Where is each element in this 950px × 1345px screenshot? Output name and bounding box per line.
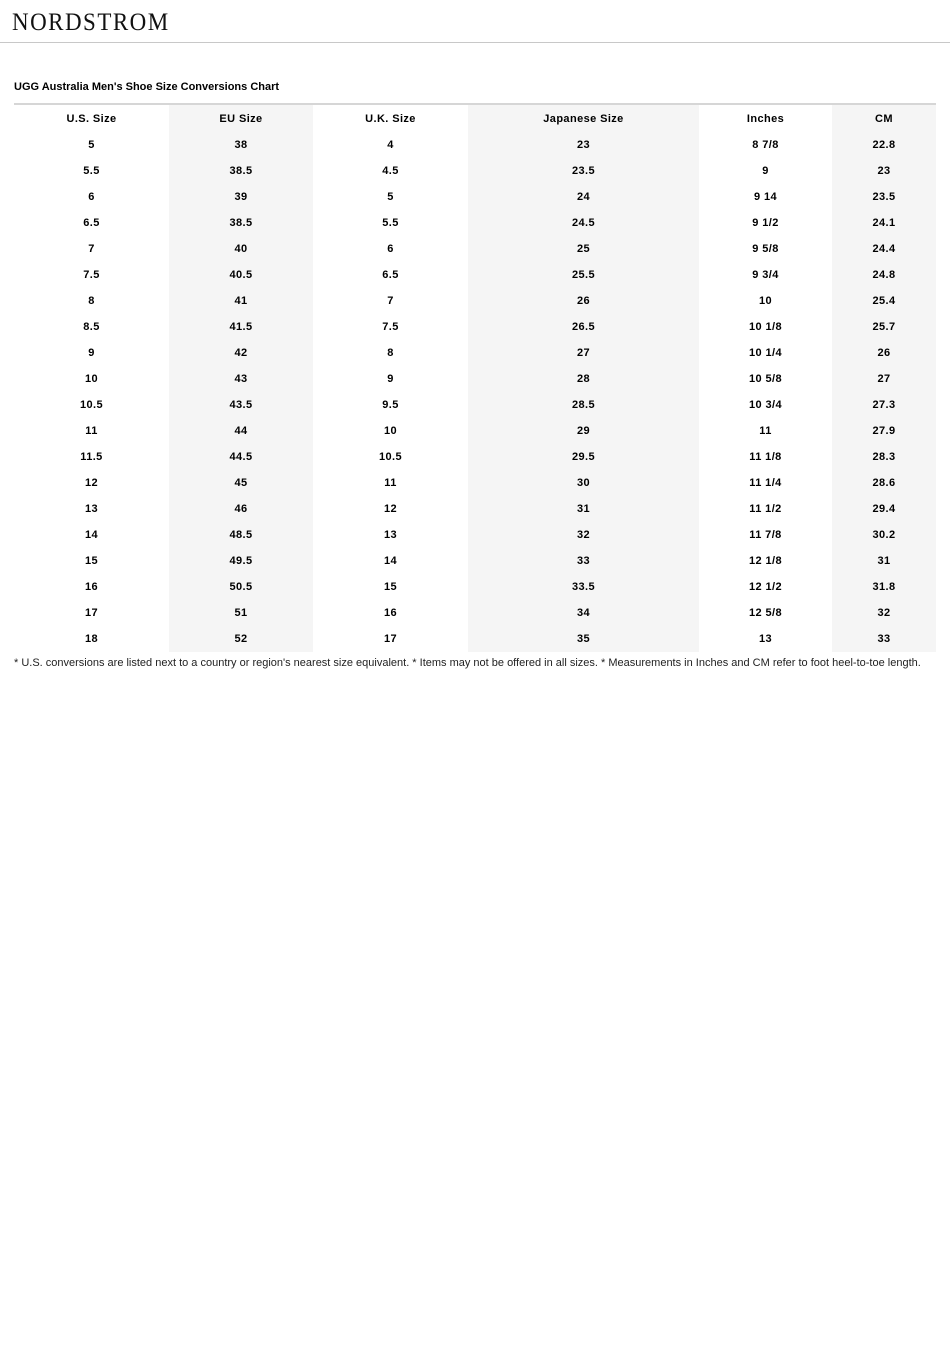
- table-cell: 25: [576, 243, 591, 255]
- table-cell: 44.5: [229, 451, 253, 463]
- table-cell: 10: [758, 295, 773, 307]
- table-row: [14, 574, 936, 600]
- table-cell: 10 1/4: [749, 347, 782, 359]
- table-row: [14, 522, 936, 548]
- table-cell: 43.5: [229, 399, 253, 411]
- table-cell: 9 3/4: [752, 269, 779, 281]
- table-cell: 38.5: [229, 217, 253, 229]
- table-cell: 11: [384, 477, 397, 489]
- table-cell: 49.5: [229, 555, 253, 567]
- table-cell: 25.4: [872, 295, 896, 307]
- nordstrom-logo[interactable]: NORDSTROM: [12, 9, 170, 36]
- table-cell: 24: [576, 191, 591, 203]
- table-cell: 12 5/8: [749, 607, 782, 619]
- table-cell: 41.5: [229, 321, 253, 333]
- table-cell: 14: [383, 555, 398, 567]
- table-cell: 9 5/8: [752, 243, 779, 255]
- table-row: [14, 184, 936, 210]
- table-cell: 11 7/8: [749, 529, 782, 541]
- table-row: [14, 236, 936, 262]
- table-cell: 23: [877, 165, 891, 177]
- table-cell: 11 1/2: [749, 503, 782, 515]
- table-cell: 22.8: [872, 139, 896, 151]
- table-cell: 5.5: [83, 165, 100, 177]
- page-header: [0, 0, 950, 43]
- table-cell: 31: [576, 503, 591, 515]
- table-cell: 4: [387, 139, 394, 151]
- column-header: U.K. Size: [365, 112, 416, 125]
- table-cell: 28: [576, 373, 591, 385]
- table-cell: 33: [877, 633, 891, 645]
- column-header: Japanese Size: [543, 112, 624, 125]
- table-cell: 9 14: [753, 191, 777, 203]
- table-cell: 28.5: [571, 399, 595, 411]
- table-header-row: [14, 104, 936, 132]
- table-cell: 33: [576, 555, 591, 567]
- table-cell: 31: [877, 555, 891, 567]
- table-cell: 34: [576, 607, 591, 619]
- table-cell: 10: [84, 373, 99, 385]
- table-cell: 28.6: [872, 477, 896, 489]
- table-cell: 30: [576, 477, 591, 489]
- table-cell: 39: [234, 191, 248, 203]
- table-cell: 40: [234, 243, 248, 255]
- table-cell: 9 1/2: [752, 217, 779, 229]
- table-cell: 15: [84, 555, 99, 567]
- table-cell: 30.2: [872, 529, 896, 541]
- table-cell: 8: [387, 347, 394, 359]
- table-cell: 35: [576, 633, 591, 645]
- table-body: [14, 132, 936, 652]
- column-header: U.S. Size: [66, 112, 117, 125]
- column-header: Inches: [746, 112, 785, 125]
- table-cell: 17: [84, 607, 99, 619]
- table-cell: 27: [877, 373, 891, 385]
- table-row: [14, 314, 936, 340]
- table-cell: 10 3/4: [749, 399, 782, 411]
- table-cell: 28.3: [872, 451, 896, 463]
- table-cell: 5: [387, 191, 394, 203]
- table-row: [14, 496, 936, 522]
- table-cell: 24.8: [872, 269, 896, 281]
- column-header: EU Size: [219, 112, 263, 125]
- table-row: [14, 262, 936, 288]
- table-row: [14, 340, 936, 366]
- table-cell: 32: [877, 607, 891, 619]
- table-row: [14, 132, 936, 158]
- table-cell: 16: [84, 581, 99, 593]
- table-cell: 10 5/8: [749, 373, 782, 385]
- table-row: [14, 548, 936, 574]
- table-cell: 6.5: [83, 217, 100, 229]
- table-row: [14, 418, 936, 444]
- table-cell: 29: [576, 425, 591, 437]
- table-cell: 26: [877, 347, 891, 359]
- table-cell: 10.5: [378, 451, 402, 463]
- table-cell: 17: [383, 633, 398, 645]
- table-cell: 12: [84, 477, 99, 489]
- footnote: * U.S. conversions are listed next to a country or region's nearest size equivalent. * Items may not be offered in all sizes. * Measurements in Inches and CM refer to foot heel-to-toe length.: [14, 657, 921, 669]
- table-cell: 52: [234, 633, 248, 645]
- table-cell: 10: [383, 425, 398, 437]
- table-row: [14, 470, 936, 496]
- table-cell: 12 1/8: [749, 555, 782, 567]
- table-cell: 10.5: [79, 399, 103, 411]
- table-row: [14, 392, 936, 418]
- table-row: [14, 626, 936, 652]
- table-cell: 41: [234, 295, 248, 307]
- table-cell: 14: [84, 529, 99, 541]
- table-cell: 50.5: [229, 581, 253, 593]
- table-cell: 25.5: [571, 269, 595, 281]
- table-cell: 40.5: [229, 269, 253, 281]
- table-cell: 29.4: [872, 503, 896, 515]
- table-cell: 46: [234, 503, 248, 515]
- table-cell: 27.3: [872, 399, 896, 411]
- table-cell: 38: [234, 139, 248, 151]
- table-cell: 11 1/4: [749, 477, 782, 489]
- table-cell: 11.5: [80, 451, 103, 463]
- table-cell: 8 7/8: [752, 139, 779, 151]
- table-row: [14, 158, 936, 184]
- table-cell: 9: [88, 347, 95, 359]
- table-cell: 8: [88, 295, 95, 307]
- table-cell: 29.5: [571, 451, 595, 463]
- table-cell: 11: [759, 425, 772, 437]
- table-cell: 11 1/8: [749, 451, 782, 463]
- table-cell: 4.5: [382, 165, 399, 177]
- table-cell: 6: [88, 191, 95, 203]
- table-cell: 51: [234, 607, 248, 619]
- table-cell: 6.5: [382, 269, 399, 281]
- table-cell: 18: [84, 633, 99, 645]
- table-cell: 12 1/2: [749, 581, 782, 593]
- table-cell: 13: [84, 503, 99, 515]
- table-cell: 38.5: [229, 165, 253, 177]
- table-cell: 13: [383, 529, 398, 541]
- table-cell: 33.5: [571, 581, 595, 593]
- table-cell: 8.5: [83, 321, 100, 333]
- table-cell: 23: [576, 139, 591, 151]
- table-cell: 48.5: [229, 529, 253, 541]
- table-row: [14, 600, 936, 626]
- table-cell: 7.5: [382, 321, 399, 333]
- table-cell: 12: [383, 503, 398, 515]
- table-cell: 7: [88, 243, 95, 255]
- table-cell: 23.5: [571, 165, 595, 177]
- table-cell: 5: [88, 139, 95, 151]
- table-cell: 13: [758, 633, 773, 645]
- table-cell: 25.7: [872, 321, 896, 333]
- table-cell: 45: [234, 477, 248, 489]
- table-cell: 27: [576, 347, 591, 359]
- table-cell: 16: [383, 607, 398, 619]
- table-cell: 27.9: [872, 425, 896, 437]
- table-cell: 6: [387, 243, 394, 255]
- table-cell: 9.5: [382, 399, 399, 411]
- table-cell: 31.8: [872, 581, 896, 593]
- table-cell: 32: [576, 529, 591, 541]
- table-cell: 26.5: [571, 321, 595, 333]
- table-cell: 15: [383, 581, 398, 593]
- table-cell: 23.5: [872, 191, 896, 203]
- table-cell: 7: [387, 295, 394, 307]
- size-conversion-table: [14, 103, 936, 652]
- table-cell: 11: [85, 425, 98, 437]
- table-cell: 24.4: [872, 243, 896, 255]
- table-row: [14, 366, 936, 392]
- table-cell: 43: [234, 373, 248, 385]
- table-cell: 24.5: [571, 217, 595, 229]
- table-cell: 9: [762, 165, 769, 177]
- table-row: [14, 210, 936, 236]
- table-cell: 10 1/8: [749, 321, 782, 333]
- table-cell: 7.5: [83, 269, 100, 281]
- table-cell: 9: [387, 373, 394, 385]
- chart-title: UGG Australia Men's Shoe Size Conversions Chart: [14, 81, 280, 93]
- table-cell: 5.5: [382, 217, 399, 229]
- table-row: [14, 444, 936, 470]
- table-cell: 42: [234, 347, 248, 359]
- column-header: CM: [875, 112, 893, 125]
- table-cell: 44: [234, 425, 248, 437]
- table-cell: 26: [576, 295, 591, 307]
- table-cell: 24.1: [872, 217, 896, 229]
- table-row: [14, 288, 936, 314]
